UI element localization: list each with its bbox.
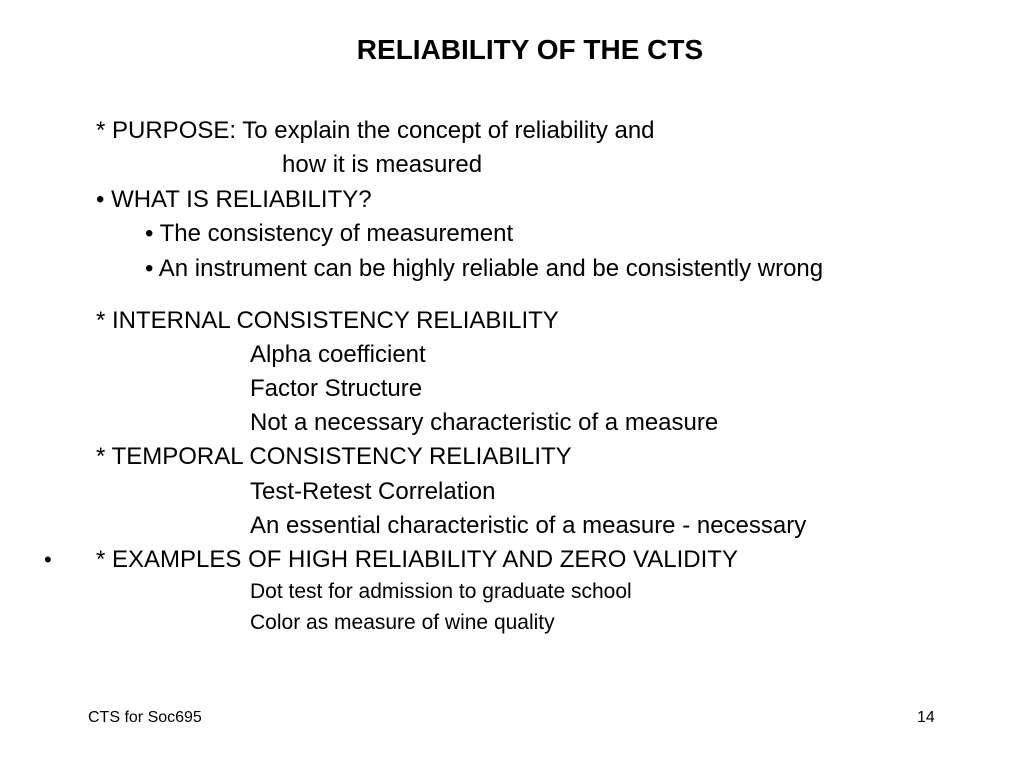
- purpose-continuation: how it is measured: [282, 151, 483, 178]
- factor-structure-line: Factor Structure: [250, 375, 423, 402]
- purpose-line: * PURPOSE: To explain the concept of reliability and: [96, 117, 655, 144]
- page-number: 14: [917, 709, 935, 726]
- temporal-consistency-heading: * TEMPORAL CONSISTENCY RELIABILITY: [96, 443, 572, 470]
- essential-characteristic-line: An essential characteristic of a measure - necessary: [250, 512, 807, 539]
- not-necessary-line: Not a necessary characteristic of a measure: [250, 409, 719, 436]
- consistency-line: • The consistency of measurement: [145, 220, 514, 247]
- examples-heading: * EXAMPLES OF HIGH RELIABILITY AND ZERO VALIDITY: [96, 546, 738, 573]
- dot-test-line: Dot test for admission to graduate school: [250, 580, 632, 603]
- test-retest-line: Test-Retest Correlation: [250, 478, 496, 505]
- alpha-coefficient-line: Alpha coefficient: [250, 341, 426, 368]
- what-is-reliability-line: • WHAT IS RELIABILITY?: [96, 186, 372, 213]
- internal-consistency-heading: * INTERNAL CONSISTENCY RELIABILITY: [96, 307, 559, 334]
- slide-title: RELIABILITY OF THE CTS: [356, 34, 704, 65]
- wine-quality-line: Color as measure of wine quality: [250, 611, 555, 634]
- outer-bullet-icon: •: [44, 547, 52, 572]
- footer-left: CTS for Soc695: [88, 709, 202, 726]
- consistently-wrong-line: • An instrument can be highly reliable and be consistently wrong: [145, 255, 824, 282]
